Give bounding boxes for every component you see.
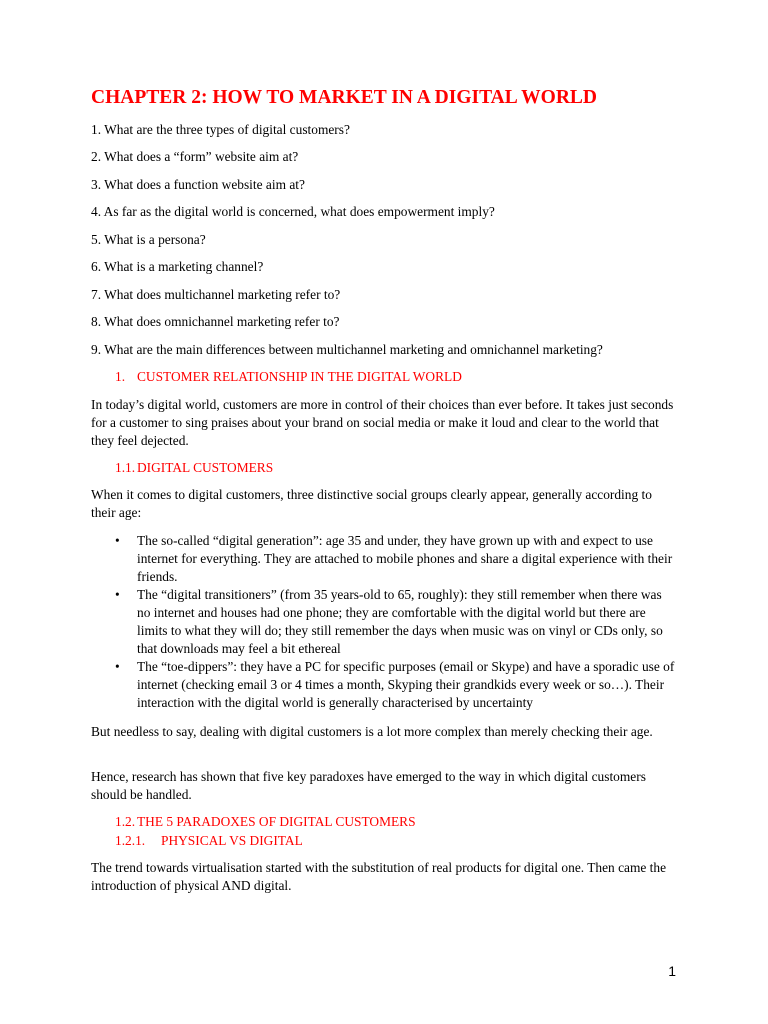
section-1-2-1-title: PHYSICAL VS DIGITAL bbox=[161, 833, 303, 848]
list-item bbox=[91, 658, 676, 712]
bullet-icon: • bbox=[115, 587, 120, 602]
bullet-icon: • bbox=[115, 659, 120, 674]
chapter-title: CHAPTER 2: HOW TO MARKET IN A DIGITAL WORLD bbox=[91, 87, 598, 108]
section-1-title: CUSTOMER RELATIONSHIP IN THE DIGITAL WORLD bbox=[137, 369, 462, 384]
page-number: 1 bbox=[668, 963, 676, 979]
section-1-1-paragraph-age: But needless to say, dealing with digital customers is a lot more complex than merely checking their age. bbox=[91, 724, 653, 739]
section-1-1-paragraph-paradoxes: Hence, research has shown that five key paradoxes have emerged to the way in which digital customers should be handled. bbox=[91, 769, 646, 802]
digital-customer-groups-list bbox=[91, 532, 676, 712]
question-8: 8. What does omnichannel marketing refer to? bbox=[91, 314, 340, 329]
question-5: 5. What is a persona? bbox=[91, 232, 206, 247]
section-1-1-intro: When it comes to digital customers, three distinctive social groups clearly appear, generally according to their age: bbox=[91, 487, 652, 520]
list-item bbox=[91, 532, 676, 586]
section-1-intro: In today’s digital world, customers are more in control of their choices than ever before. It takes just seconds for a customer to sing praises about your brand on social media or make it loud and clear to the world that they feel dejected. bbox=[91, 397, 674, 448]
list-item bbox=[91, 586, 676, 658]
section-1-1-title: DIGITAL CUSTOMERS bbox=[137, 460, 274, 475]
section-1-2-1-number: 1.2.1. bbox=[115, 833, 146, 848]
question-4: 4. As far as the digital world is concerned, what does empowerment imply? bbox=[91, 204, 495, 219]
section-1-1-number: 1.1. bbox=[115, 460, 136, 475]
question-2: 2. What does a “form” website aim at? bbox=[91, 149, 299, 164]
section-1-number: 1. bbox=[115, 369, 126, 384]
bullet-text: The so-called “digital generation”: age 35 and under, they have grown up with and expect to use internet for everything. They are attached to mobile phones and share a digital experience with their friends. bbox=[137, 533, 673, 584]
section-1-2-number: 1.2. bbox=[115, 814, 136, 829]
section-1-2-title: THE 5 PARADOXES OF DIGITAL CUSTOMERS bbox=[137, 814, 416, 829]
bullet-text: The “digital transitioners” (from 35 years-old to 65, roughly): they still remember when there was no internet and houses had one phone; they are comfortable with the digital world but there are limits to what they will do; they still remember the days when music was on vinyl or CDs only, so that downloads may feel a bit ethereal bbox=[137, 587, 663, 656]
question-1: 1. What are the three types of digital customers? bbox=[91, 122, 350, 137]
question-6: 6. What is a marketing channel? bbox=[91, 259, 264, 274]
bullet-text: The “toe-dippers”: they have a PC for specific purposes (email or Skype) and have a sporadic use of internet (checking email 3 or 4 times a month, Skyping their grandkids every week or so…). Their interaction with the digital world is generally characterised by uncertainty bbox=[137, 659, 675, 710]
bullet-icon: • bbox=[115, 533, 120, 548]
section-1-2-1-text: The trend towards virtualisation started with the substitution of real products for digital one. Then came the introduction of physical AND digital. bbox=[91, 860, 667, 893]
question-3: 3. What does a function website aim at? bbox=[91, 177, 305, 192]
question-7: 7. What does multichannel marketing refer to? bbox=[91, 287, 341, 302]
question-9: 9. What are the main differences between multichannel marketing and omnichannel marketing? bbox=[91, 342, 603, 357]
